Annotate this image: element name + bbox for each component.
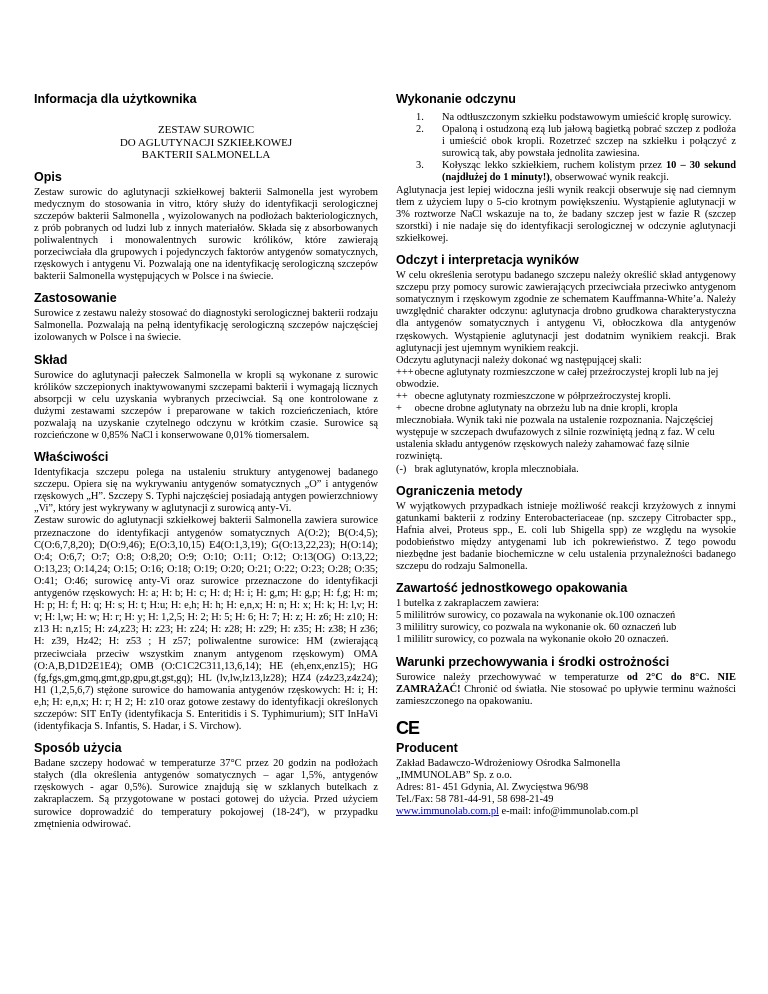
section-heading-odczyt: Odczyt i interpretacja wyników	[396, 253, 579, 268]
scale-text: obecne drobne aglutynaty na obrzeżu lub na dnie kropli, kropla mlecznobiała. Wynik taki nie pozwala na ustalenie rozpoznania. Najczęściej występuje w szczepach dwufazowych z silnie rozwiniętą jedną z faz. W celu ustalenia składu antygenów rzęskowych należy zahamować fazę silnie rozwiniętą.	[396, 403, 715, 463]
package-line: 1 butelka z zakraplaczem zawiera:	[396, 598, 540, 610]
step-text: Kołysząc lekko szkiełkiem, ruchem kolistym przez	[442, 160, 666, 172]
product-title-line-3: BAKTERII SALMONELLA	[141, 149, 271, 161]
section-heading-wykonanie: Wykonanie odczynu	[396, 92, 516, 106]
section-heading-zastosowanie: Zastosowanie	[34, 291, 117, 306]
procedure-step	[416, 112, 736, 124]
section-heading-warunki: Warunki przechowywania i środki ostrożności	[396, 654, 670, 669]
section-text-opis: Zestaw surowic do aglutynacji szkiełkowej bakterii Salmonella jest wyrobem medycznym do stosowania in vitro, który służy do identyfikacji serologicznej szczepów bakterii Salmonella , wyizolowanych na podłożach bakteriologicznych, z prób pobranych od ludzi lub z innych materiałów. Składa się z absorbowanych poliwalentnych i monowalentnych surowic królików, które zawierają porzeciwciała dla grupowych i pojedynczych faktorów antygenów somatycznych, rzęskowych i antygenu Vi. Pozwalają one na identyfikację serologiczną szczepów bakterii Salmonella występujących w Polsce i na świecie.	[34, 186, 378, 283]
section-heading-producent: Producent	[396, 740, 458, 755]
scale-symbol: +	[396, 403, 402, 415]
scale-item	[396, 367, 736, 391]
section-heading-ograniczenia: Ograniczenia metody	[396, 483, 523, 498]
scale-item	[396, 403, 736, 463]
section-text-odczyt: W celu określenia serotypu badanego szczepu należy określić skład antygenowy szczepu przy pomocy surowic zawierających przeciwciała przeciwko antygenom somatycznym i rzęskowym zgodnie ze schematem Kauffmanna-White’a. Należy uwzględnić charakter odczynu: aglutynacja drobno grudkowa charakterystyczna dla antygenów somatycznych i antygenu Vi, obłoczkowa dla antygenów rzęskowych. Wystąpienie aglutynacji jest dodatnim wynikiem reakcji. Brak aglutynacji jest ujemnym wynikiem reakcji.	[396, 270, 736, 354]
section-text-wlasciwosci-1: Identyfikacja szczepu polega na ustaleniu struktury antygenowej badanego szczepu. Opiera się na wykrywaniu antygenów somatycznych „O” i antygenów rzęskowych „H”. Szczepy S. Typhi najczęściej posiadają antygen powierzchniowy „Vi”, który jest wykrywany w aglutynacji z surowicą anty-Vi.	[34, 467, 378, 515]
package-line: 3 mililitry surowicy, co pozwala na wykonanie ok. 60 oznaczeń lub	[396, 622, 677, 634]
right-column	[396, 92, 736, 818]
scale-text: obecne aglutynaty rozmieszczone w całej przeźroczystej kropli lub na jej obwodzie.	[396, 366, 719, 390]
section-text-warunki	[396, 672, 736, 708]
producer-line: Tel./Fax: 58 781-44-91, 58 698-21-49	[396, 794, 554, 806]
section-text-zastosowanie: Surowice z zestawu należy stosować do diagnostyki serologicznej bakterii rodzaju Salmonella. Pozwalają na pełną identyfikację serologiczną szczepów najczęściej izolowanych w Polsce i na świecie.	[34, 308, 378, 344]
section-heading-opis: Opis	[34, 169, 62, 184]
step-text: Opaloną i ostudzoną ezą lub jałową bagietką pobrać szczep z podłoża i umieścić obok kropli. Rozetrzeć szczep na szkiełku i połączyć z surowicą tak, aby powstała jednolita zawiesina.	[442, 124, 736, 160]
storage-text-end: Chronić od światła. Nie stosować po upływie terminu ważności zamieszczonego na opakowaniu.	[396, 683, 736, 707]
producer-line: Zakład Badawczo-Wdrożeniowy Ośrodka Salmonella	[396, 757, 621, 769]
procedure-step	[416, 124, 736, 160]
no-freeze-warning: NIE ZAMRAŻAĆ!	[396, 671, 736, 695]
scale-symbol: +++	[396, 366, 414, 378]
scale-item	[396, 464, 736, 476]
email-text: e-mail: info@immunolab.com.pl	[498, 806, 639, 818]
section-heading-wlasciwosci: Właściwości	[34, 450, 109, 465]
step-text-end: , obserwować wynik reakcji.	[549, 172, 669, 184]
page-title: Informacja dla użytkownika	[34, 92, 197, 106]
section-text-wykonanie: Aglutynacja jest lepiej widoczna jeśli wynik reakcji obserwuje się nad ciemnym tłem z użyciem lupy o 5-cio krotnym powiększeniu. Wystąpienie aglutynacji w 3% roztworze NaCl wskazuje na to, że badany szczep jest w fazie R (szczep szorstki) i nie nadaje się do identyfikacji serologicznej w odczynie aglutynacji szkiełkowej.	[396, 184, 736, 244]
section-heading-zawartosc: Zawartość jednostkowego opakowania	[396, 581, 628, 596]
section-text-sposob: Badane szczepy hodować w temperaturze 37°C przez 20 godzin na podłożach stałych (dla określenia antygenów somatycznych – agar 1,5%, antygenów rzęskowych - agar 0,5%). Surowice znajdują się w szklanych butelkach z zakraplaczem. Są przygotowane w postaci gotowej do użycia. Przed użyciem surowice doprowadzić do temperatury pokojowej (18-24º), w przypadku zmętnienia odwirować.	[34, 758, 378, 830]
scale-text: obecne aglutynaty rozmieszczone w półprzeźroczystej kropli.	[414, 390, 671, 402]
product-title-line-1: ZESTAW SUROWIC	[157, 124, 255, 136]
producer-contact	[396, 806, 736, 818]
package-line: 1 mililitr surowicy, co pozwala na wykonanie około 20 oznaczeń.	[396, 634, 669, 646]
package-line: 5 mililitrów surowicy, co pozawala na wykonanie ok.100 oznaczeń	[396, 610, 676, 622]
section-text-odczyt-scale-intro: Odczytu aglutynacji należy dokonać wg następującej skali:	[396, 354, 642, 366]
product-title	[34, 124, 378, 162]
producer-line: „IMMUNOLAB” Sp. z o.o.	[396, 769, 513, 781]
producer-line: Adres: 81- 451 Gdynia, Al. Zwycięstwa 96/98	[396, 782, 589, 794]
procedure-step	[416, 160, 736, 184]
step-duration: 10 – 30 sekund (najdłużej do 1 minuty!)	[442, 160, 736, 184]
reading-scale	[396, 367, 736, 476]
section-heading-sklad: Skład	[34, 352, 68, 367]
procedure-steps	[396, 112, 736, 185]
product-title-line-2: DO AGLUTYNACJI SZKIEŁKOWEJ	[119, 136, 293, 149]
section-text-sklad: Surowice do aglutynacji pałeczek Salmonella w kropli są wykonane z surowic królików szczepionych inaktywowanymi szczepami bakterii i wymagają licznych absorpcji w celu uzyskania wybranych przeciwciał. Są one kontrolowane z dużymi zestawami szczepów i preparowane w takich rozcieńczeniach, które pozwalają na uzyskanie czytelnego odczynu w krótkim czasie. Surowice są rozcieńczone w 0,85% NaCl i konserwowane 0,01% tiomersalem.	[34, 369, 378, 441]
scale-symbol: ++	[396, 390, 408, 402]
storage-text: Surowice należy przechowywać w temperaturze	[396, 671, 627, 683]
scale-item	[396, 391, 736, 403]
step-text: Na odtłuszczonym szkiełku podstawowym umieścić kroplę surowicy.	[442, 112, 732, 123]
storage-temperature: od 2°C do 8°C.	[626, 671, 710, 683]
scale-symbol: (-)	[396, 463, 407, 475]
ce-mark-icon: CE	[396, 717, 420, 738]
section-text-wlasciwosci-2: Zestaw surowic do aglutynacji szkiełkowej bakterii Salmonella zawiera surowice przeznaczone do identyfikacji antygenów somatycznych A(O:2); B(O:4,5); C(O:6,7,8,20); D(O:9,46); E(O:3,10,15) E4(O:1,3,19); G(O:13,22,23); H(O:14); O:4; O:6,7; O:7; O:8; O:8,20; O:9; O:10; O:11; O:12; O:13(OG) O:13,22; O:13,23; O:14,24; O:15; O:16; O:18; O:19; O:20; O:21; O:22; O:23; O:28; O:35; O:41; O:46; surowicę anty-Vi oraz surowice przeznaczone do identyfikacji antygenów rzęskowych: H: a; H: b; H: c; H: d; H: i; H: g,m; H: g,p; H: f,g; H: m; H: p; H: f; H: q; H: s; H: t; H:u; H: e,h; H: h; H: e,n,x; H: n; H: x; H: k; H: l,v; H: v; H: l,w; H: w; H: r; H: y; H: 1,2,5; H: 2; H: 5; H: 6; H: 7; H: z; H: z6; H: z10; H: z13 H: n,z15; H: z4,z23; H: z23; H: z24; H: z28; H: z29; H: z35; H: z38; H z36; H: z39, Hz42; H: z53 ; H z57; poliwalentne surowice: HM (zwierającą przeciwciała przeciw wszystkim znanym antygenom rzęskowym) OMA (O:A,B,D1D2E1E4); OMB (O:C1C2C311,13,6,14); HE (eh,enx,enz15); HG (fg,fgs,gm,gmq,gmt,gp,gpu,gt,gst,gq); HL (lv,lw,lz13,lz28); HZ4 (z4z23,z4z24); H1 (1,2,5,6,7) stężone surowice do hamowania antygenów rzęskowych: H: i; H: e,h; H: e,n,x; H: r; H 2; H: z10 oraz gotowe zestawy do identyfikacji określonych szczepów: SIT EnTy (identyfikacja S. Enteritidis i S. Typhimurium); SIT InHaVi (identyfikacja S. Infantis, S. Hadar, i S. Virchow).	[34, 515, 378, 733]
section-text-ograniczenia: W wyjątkowych przypadkach istnieje możliwość reakcji krzyżowych z innymi gatunkami bakterii z rodziny Enterobacteriaceae (np. szczepy Citrobacter spp., Hafnia alvei, Proteus spp., E. coli lub Shigella spp) ze względu na wysokie podobieństwo między antygenami lub ich pokrewieństwo. Z tego powodu niezbędne jest badanie biochemiczne w celu ustalenia przynależności badanego szczepu do rodzaju Salmonella.	[396, 500, 736, 573]
step-number: 3.	[416, 160, 424, 172]
left-column	[34, 92, 378, 831]
website-link[interactable]: www.immunolab.com.pl	[396, 806, 499, 818]
section-heading-sposob: Sposób użycia	[34, 741, 122, 756]
step-number: 2.	[416, 124, 424, 136]
scale-text: brak aglutynatów, kropla mlecznobiała.	[414, 463, 579, 475]
step-number: 1.	[416, 112, 424, 123]
